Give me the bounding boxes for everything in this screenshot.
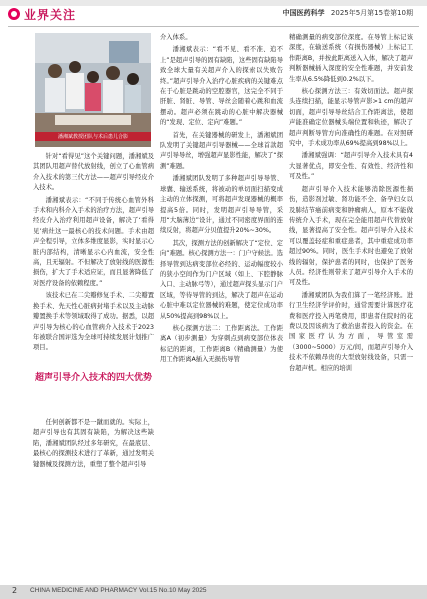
column-1-top — [33, 152, 154, 356]
journal-brand: 中国医药科学 — [282, 8, 325, 17]
photo-illustration — [35, 33, 151, 147]
paragraph: 潘湘斌强调：“超声引导介入技术具有4大显著优点，即安全性、有效性、经济性和可及性。” — [289, 152, 413, 181]
header-rule — [8, 26, 419, 27]
page-number: 2 — [12, 586, 18, 595]
paragraph: 潘湘斌团队为我们算了一笔经济账。进行卫生经济学评价时，通常需要计算医疗花费和医疗投入再笔费用，即患者住院时的花费以及因该病为了救治患者投入的资金。在国家医疗认为方面，导管室需（3000~5000）万元/间，而超声引导介入技术不依赖昂贵的大型放射线设备，只需一台超声机。相应的培训 — [289, 291, 413, 372]
photo-caption: 潘湘斌教授团队与术后患儿合影 — [35, 132, 151, 141]
paragraph: 该技术已在二尖瓣修复手术、二尖瓣置换手术、先天性心脏病封堵手术以及主动脉瓣置换手术等领域取得了成功。据悉，以超声引导为核心的心血管病介入技术于2023年被联合国评选为全球可持续发展计划推广项目。 — [33, 292, 154, 352]
paragraph: 超声引导介入技术能够消除医源性损伤，造影剂过敏、肾功能不全、备孕妇女以及肺结节癌前病变和肿瘤病人，原本不能做传统介入手术，现在完全能用超声代替放射线，显著提高了安全性。超声引导介入技术可以覆盖轻症和重症患者，其中重症成功率超过90%。同时，医生手术时也避免了放射线的辐射，保护患者的同时，也保护了医务人员。经济性则带来了超声引导介入手术的可及性。 — [289, 185, 413, 287]
paragraph: 任何创新都不是一蹴而就的。实际上，超声引导也有其固有缺陷，为解决这些缺陷，潘湘斌团队经过多年研究，在最底层、最核心的探测技术进行了革新，通过发明关键器械及探测方法，重塑了整个超声引导 — [33, 419, 154, 468]
section-logo-icon — [8, 8, 20, 20]
paragraph: 针对“看得见”这个关键问题，潘湘斌及其团队用超声替代放射线，创立了心血管病介入技术的第三代方法——超声引导经皮介入技术。 — [33, 153, 154, 192]
section-subheading: 超声引导介入技术的四大优势 — [34, 373, 152, 383]
section-title: 业界关注 — [24, 8, 77, 22]
issue-date: 2025年5月第15卷第10期 — [330, 9, 413, 17]
paragraph: 首先，在关键器械的研发上，潘湘斌团队发明了关键超声引导器械——全球首款超声引导导丝，增强超声显影性能，解决了“探测”难题。 — [160, 131, 283, 170]
column-2 — [160, 33, 283, 368]
paragraph: 核心探测方法三：有效切面法。超声探头连续扫描，能显示导管声影>1 cm的超声切面，超声引导导丝结合工作距离法，使超声能准确定位器械头端位置和轨迹，解决了超声判断导管方向准确性的难题。在对照研究中，手术成功率从69%提高到98%以上。 — [289, 88, 413, 148]
paragraph: 潘湘斌表示：“不同于传统心血管外科手术和内科介入手术的治疗方法，超声引导经皮介入治疗利用超声设备，解决了‘看得见’病灶这一最核心的技术问题。手术由超声全程引导，立体多维度显影，实时显示心脏内部结构，清晰显示心内血流，安全性高，且无辐射。不但解决了放射线的医源性损伤，扩大了手术适应证，而且显著降低了对医疗设备的依赖程度。” — [33, 196, 154, 287]
paragraph: 介入体系。 — [160, 34, 192, 41]
column-3 — [289, 33, 413, 376]
footer-journal-info: CHINA MEDICINE AND PHARMACY Vol.15 No.10 May 2025 — [30, 587, 207, 594]
paragraph: 核心探测方法二：工作距离法。工作距离A（初步测量）为穿刺点到病变部位体表标记的距离，工作距离B（精确测量）为使用工作距离A插入无损伤导管 — [160, 324, 283, 364]
paragraph: 潘湘斌表示：“看不见、看不准、追不上”是超声引导的固有缺陷，这些固有缺陷导致全球大量有关超声介入的探索以失败告终。”超声引导介入治疗心脏疾病的关键难点在于心脏是跳动的空腔器官，这完全不同于肝脏、肾脏、导管、导丝会随着心跳和血流摆动。超声必须在跳动的心脏中解决器械的“发现、定位、定向”难题。” — [160, 46, 283, 127]
issue-info — [283, 8, 413, 18]
article-photo — [35, 33, 151, 147]
paragraph: 潘湘斌团队发明了多种超声引导导管、球囊、输送系统，将被动的单切面扫描变成主动的立体探测，可将超声发现器械的概率提高5倍。同时，发明超声引导导管，采用“大脑薄边”设计，通过不同密度界面的连续反射，将超声分贝值提升20%~30%。 — [160, 175, 283, 235]
column-1-bottom — [33, 418, 154, 472]
paragraph: 精确测量的病变部位深度。在导管上标记该深度，在输送系统（有损伤器械）上标记工作距离B，并按此距离送入入体，解决了超声判断器械插入深度的安全性难题，并安前发生率从6.5%降低到0.2%以下。 — [289, 34, 413, 83]
paragraph: 其次，探测方法的创新解决了“定位、定向”难题。核心探测方法一：门户守候法。选择导管到达病变部位必经的、运动幅度较小的狭小空间作为门户区域（如上、下腔静脉入口、主动脉弓等），通过超声探头显示门户区域，等待导管的到达，解决了超声在运动心脏中难以定位器械的难题，使定位成功率从50%提高到98%以上。 — [160, 239, 283, 320]
